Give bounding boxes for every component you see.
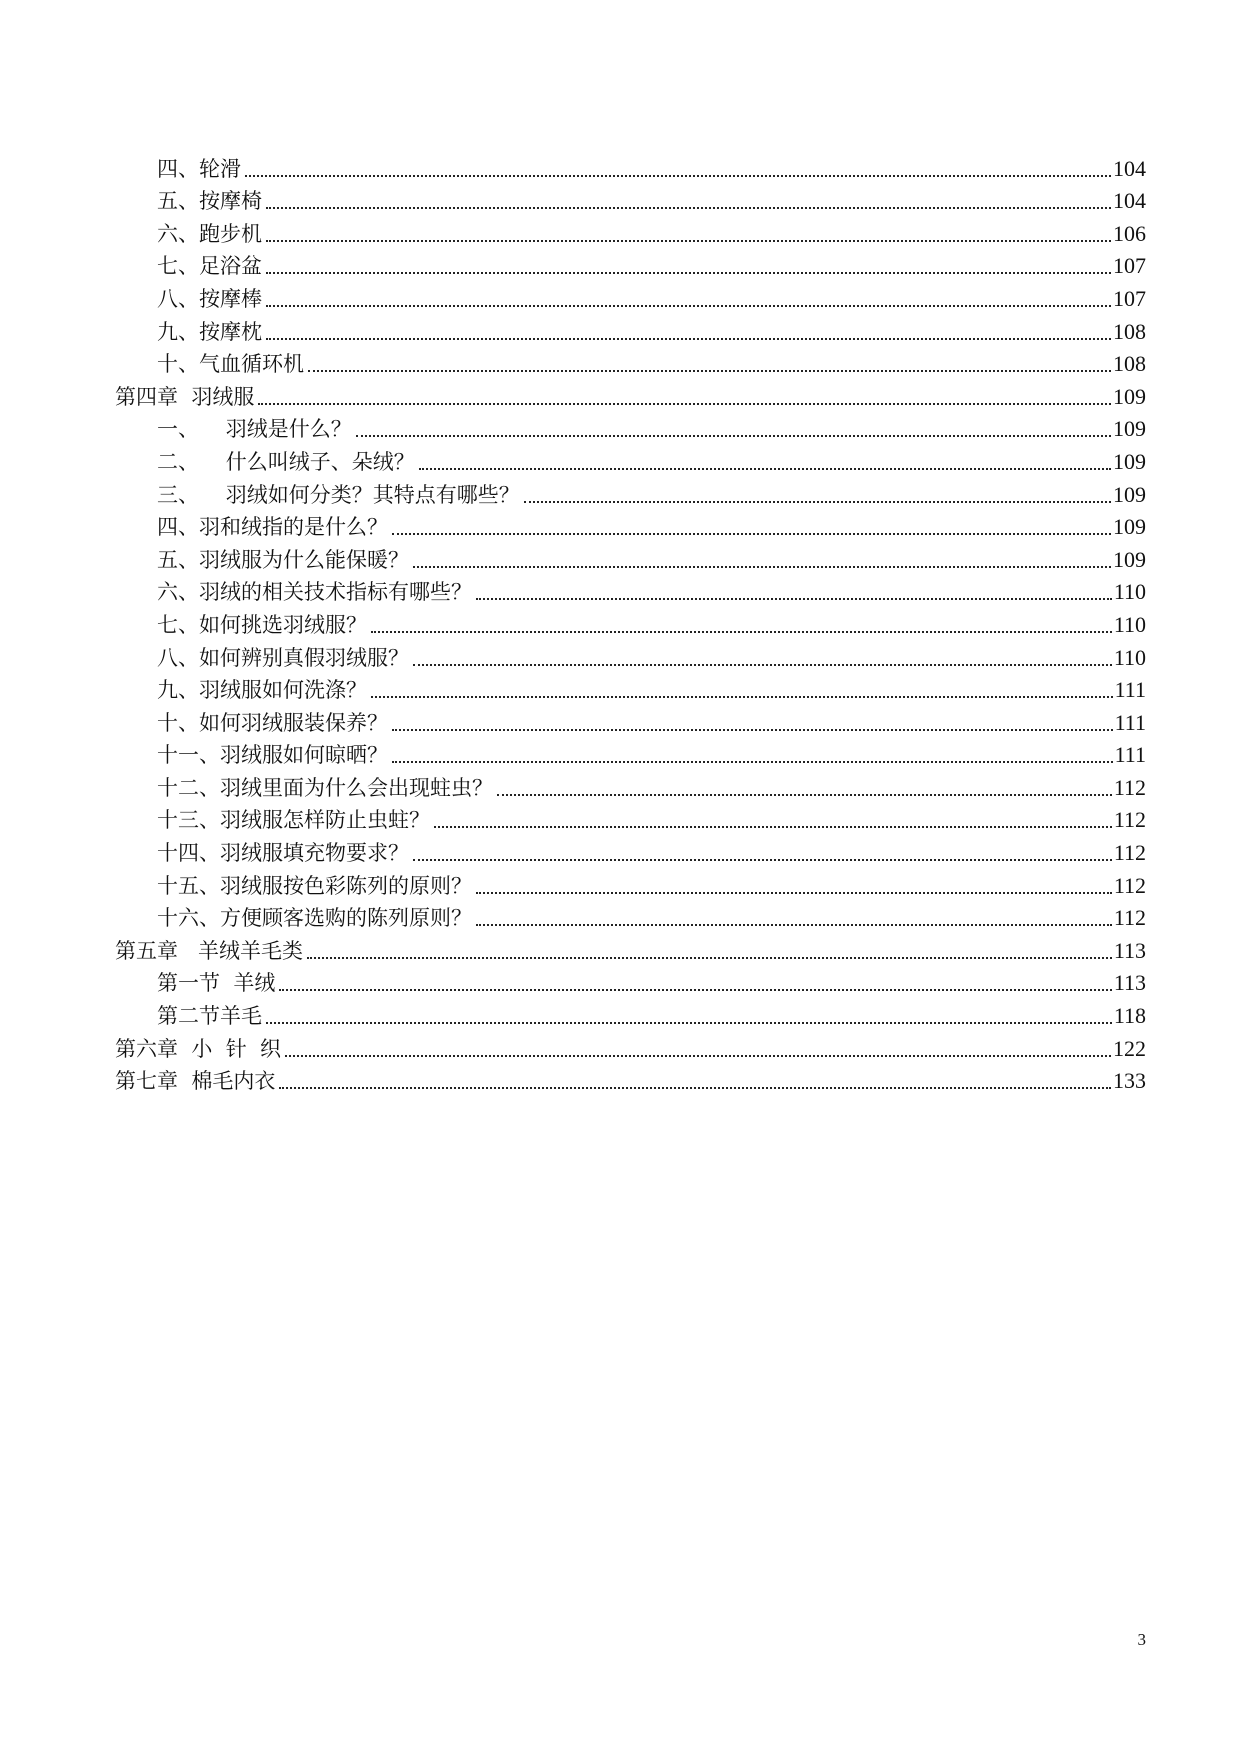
toc-entry-title: 八、如何辨别真假羽绒服？ bbox=[157, 645, 409, 670]
toc-entry-page: 111 bbox=[1114, 742, 1146, 768]
dot-leader bbox=[392, 729, 1113, 731]
toc-entry-page: 110 bbox=[1113, 611, 1146, 637]
dot-leader bbox=[371, 696, 1113, 698]
toc-entry[interactable] bbox=[0, 738, 1241, 771]
toc-entry[interactable] bbox=[0, 477, 1241, 510]
dot-leader bbox=[279, 989, 1111, 991]
toc-entry-page: 112 bbox=[1113, 840, 1146, 866]
toc-entry-page: 111 bbox=[1114, 677, 1146, 703]
toc-entry-page: 113 bbox=[1113, 970, 1146, 996]
toc-entry-page: 118 bbox=[1113, 1003, 1146, 1029]
dot-leader bbox=[266, 1022, 1112, 1024]
toc-entry-page: 109 bbox=[1113, 546, 1146, 572]
toc-entry-page: 104 bbox=[1113, 188, 1146, 214]
toc-entry[interactable] bbox=[0, 998, 1241, 1031]
toc-entry[interactable] bbox=[0, 281, 1241, 314]
dot-leader bbox=[266, 272, 1111, 274]
toc-entry-title: 一、 羽绒是什么？ bbox=[157, 417, 352, 442]
toc-entry-page: 108 bbox=[1113, 351, 1146, 377]
toc-entry-page: 112 bbox=[1113, 905, 1146, 931]
dot-leader bbox=[413, 664, 1112, 666]
toc-entry-title: 五、羽绒服为什么能保暖？ bbox=[157, 547, 409, 572]
toc-entry[interactable] bbox=[0, 575, 1241, 608]
toc-entry[interactable] bbox=[0, 542, 1241, 575]
toc-chapter-entry[interactable] bbox=[0, 1031, 1241, 1064]
dot-leader bbox=[392, 761, 1113, 763]
dot-leader bbox=[266, 338, 1111, 340]
toc-entry-page: 133 bbox=[1113, 1068, 1146, 1094]
toc-entry-page: 107 bbox=[1113, 285, 1146, 311]
toc-entry-title: 十六、方便顾客选购的陈列原则？ bbox=[157, 906, 472, 931]
dot-leader bbox=[285, 1055, 1111, 1057]
dot-leader bbox=[266, 305, 1111, 307]
toc-entry-page: 104 bbox=[1113, 155, 1146, 181]
toc-entry-page: 112 bbox=[1113, 872, 1146, 898]
toc-entry-title: 六、跑步机 bbox=[157, 221, 262, 246]
dot-leader bbox=[266, 207, 1111, 209]
toc-entry-page: 107 bbox=[1113, 253, 1146, 279]
toc-entry[interactable] bbox=[0, 835, 1241, 868]
toc-entry-title: 五、按摩椅 bbox=[157, 189, 262, 214]
dot-leader bbox=[419, 468, 1111, 470]
dot-leader bbox=[258, 403, 1111, 405]
toc-entry-page: 110 bbox=[1113, 579, 1146, 605]
toc-entry-title: 三、 羽绒如何分类？其特点有哪些？ bbox=[157, 482, 520, 507]
toc-entry-title: 十四、羽绒服填充物要求？ bbox=[157, 841, 409, 866]
toc-entry[interactable] bbox=[0, 640, 1241, 673]
dot-leader bbox=[266, 240, 1111, 242]
toc-entry-title: 第五章 羊绒羊毛类 bbox=[115, 938, 304, 963]
dot-leader bbox=[356, 435, 1111, 437]
toc-entry[interactable] bbox=[0, 803, 1241, 836]
dot-leader bbox=[476, 924, 1112, 926]
dot-leader bbox=[413, 859, 1112, 861]
toc-entry-page: 109 bbox=[1113, 481, 1146, 507]
toc-entry-page: 111 bbox=[1114, 709, 1146, 735]
toc-entry-page: 109 bbox=[1113, 383, 1146, 409]
dot-leader bbox=[371, 631, 1112, 633]
dot-leader bbox=[476, 892, 1112, 894]
toc-entry-title: 九、羽绒服如何洗涤？ bbox=[157, 678, 367, 703]
dot-leader bbox=[245, 175, 1111, 177]
toc-entry-title: 四、轮滑 bbox=[157, 156, 241, 181]
toc-entry[interactable] bbox=[0, 607, 1241, 640]
toc-entry-title: 第六章 小 针 织 bbox=[115, 1036, 282, 1061]
toc-entry[interactable] bbox=[0, 314, 1241, 347]
toc-entry[interactable] bbox=[0, 444, 1241, 477]
toc-entry[interactable] bbox=[0, 347, 1241, 380]
toc-entry-title: 十、如何羽绒服装保养？ bbox=[157, 710, 388, 735]
toc-entry[interactable] bbox=[0, 673, 1241, 706]
toc-chapter-entry[interactable] bbox=[0, 1064, 1241, 1097]
toc-entry-page: 113 bbox=[1113, 937, 1146, 963]
toc-entry-page: 108 bbox=[1113, 318, 1146, 344]
toc-entry-title: 十五、羽绒服按色彩陈列的原则？ bbox=[157, 873, 472, 898]
toc-entry-title: 第一节 羊绒 bbox=[157, 971, 276, 996]
toc-entry-page: 112 bbox=[1113, 807, 1146, 833]
toc-entry-page: 109 bbox=[1113, 514, 1146, 540]
toc-entry-title: 十三、羽绒服怎样防止虫蛀？ bbox=[157, 808, 430, 833]
toc-entry-page: 109 bbox=[1113, 416, 1146, 442]
toc-entry[interactable] bbox=[0, 901, 1241, 934]
toc-chapter-entry[interactable] bbox=[0, 933, 1241, 966]
dot-leader bbox=[413, 566, 1111, 568]
toc-entry-page: 109 bbox=[1113, 448, 1146, 474]
toc-entry-title: 十一、羽绒服如何晾晒？ bbox=[157, 743, 388, 768]
toc-entry-page: 106 bbox=[1113, 220, 1146, 246]
dot-leader bbox=[497, 794, 1112, 796]
toc-entry-title: 六、羽绒的相关技术指标有哪些？ bbox=[157, 580, 472, 605]
dot-leader bbox=[434, 826, 1112, 828]
toc-entry-title: 二、 什么叫绒子、朵绒？ bbox=[157, 449, 415, 474]
toc-entry-title: 八、按摩棒 bbox=[157, 286, 262, 311]
dot-leader bbox=[524, 501, 1111, 503]
toc-entry-title: 第四章 羽绒服 bbox=[115, 384, 255, 409]
toc-entry[interactable] bbox=[0, 216, 1241, 249]
toc-entry-title: 第七章 棉毛内衣 bbox=[115, 1069, 276, 1094]
dot-leader bbox=[476, 598, 1112, 600]
toc-entry-page: 110 bbox=[1113, 644, 1146, 670]
toc-entry-title: 七、如何挑选羽绒服？ bbox=[157, 612, 367, 637]
dot-leader bbox=[279, 1087, 1111, 1089]
toc-chapter-entry[interactable] bbox=[0, 379, 1241, 412]
toc-entry[interactable] bbox=[0, 770, 1241, 803]
toc-entry[interactable] bbox=[0, 868, 1241, 901]
toc-entry[interactable] bbox=[0, 705, 1241, 738]
toc-entry-title: 四、羽和绒指的是什么？ bbox=[157, 515, 388, 540]
toc-entry[interactable] bbox=[0, 249, 1241, 282]
toc-entry-title: 九、按摩枕 bbox=[157, 319, 262, 344]
toc-entry-page: 122 bbox=[1113, 1035, 1146, 1061]
dot-leader bbox=[392, 533, 1111, 535]
toc-entry-title: 七、足浴盆 bbox=[157, 254, 262, 279]
table-of-contents bbox=[0, 151, 1241, 1096]
toc-entry[interactable] bbox=[0, 966, 1241, 999]
toc-entry-title: 十、气血循环机 bbox=[157, 352, 304, 377]
toc-entry[interactable] bbox=[0, 412, 1241, 445]
toc-entry[interactable] bbox=[0, 510, 1241, 543]
toc-entry[interactable] bbox=[0, 184, 1241, 217]
toc-entry-title: 第二节羊毛 bbox=[157, 1004, 262, 1029]
toc-entry-title: 十二、羽绒里面为什么会出现蛀虫？ bbox=[157, 775, 493, 800]
dot-leader bbox=[308, 370, 1111, 372]
toc-entry-page: 112 bbox=[1113, 774, 1146, 800]
dot-leader bbox=[307, 957, 1112, 959]
toc-entry[interactable] bbox=[0, 151, 1241, 184]
page-number: 3 bbox=[1137, 1630, 1146, 1649]
